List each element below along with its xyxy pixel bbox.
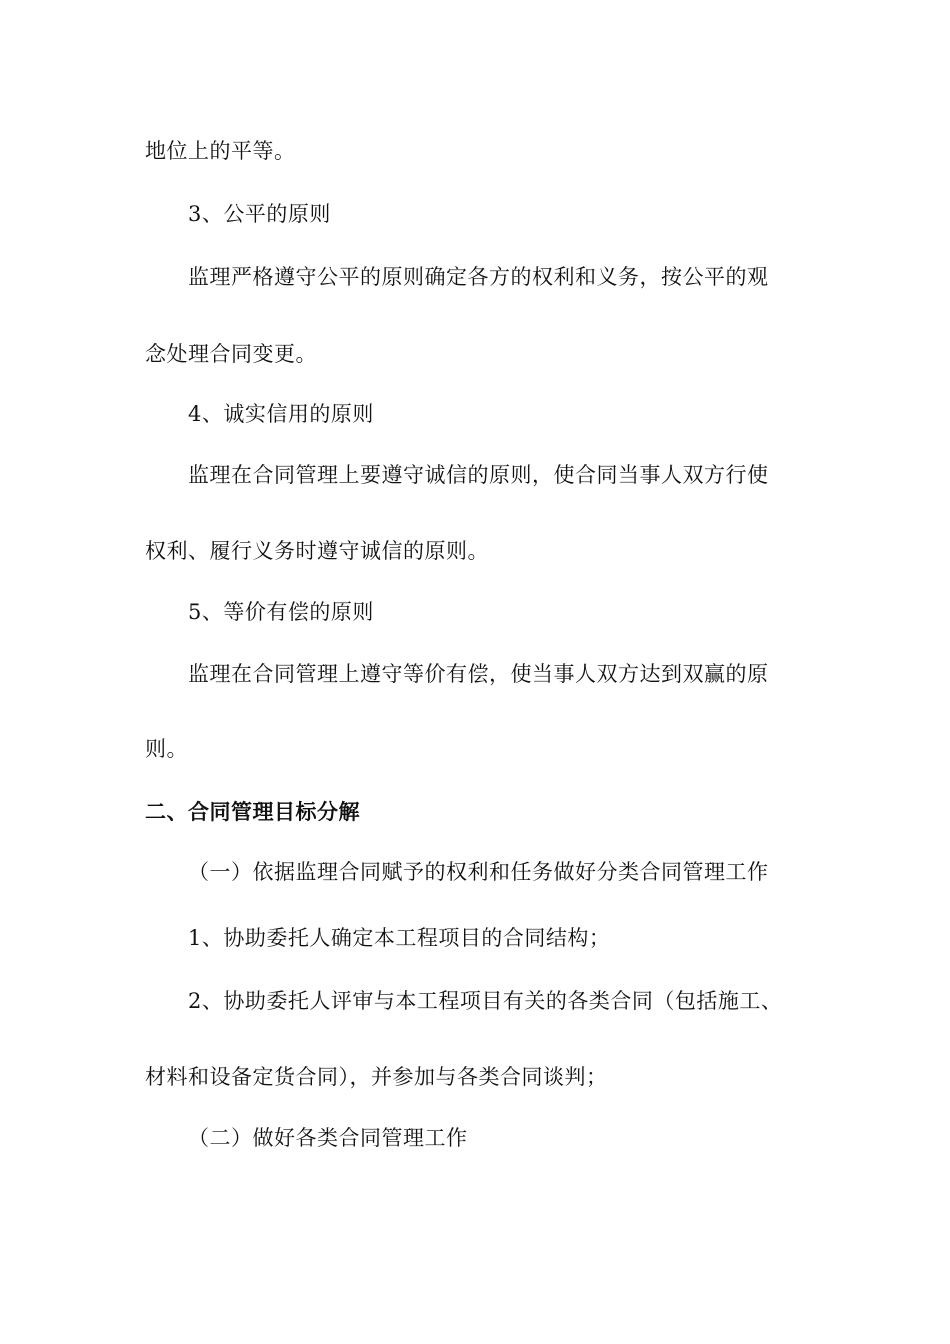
principle-3-text-line-1: 监理严格遵守公平的原则确定各方的权利和义务，按公平的观	[188, 265, 769, 289]
principle-heading-3: 3、公平的原则	[188, 202, 331, 226]
paragraph-continuation: 地位上的平等。	[145, 139, 296, 163]
subsection-heading-1: （一）依据监理合同赋予的权利和任务做好分类合同管理工作	[188, 860, 769, 884]
principle-heading-5: 5、等价有偿的原则	[188, 600, 374, 624]
item-2-line-1: 2、协助委托人评审与本工程项目有关的各类合同（包括施工、	[188, 989, 783, 1013]
subsection-heading-2: （二）做好各类合同管理工作	[188, 1126, 468, 1150]
principle-4-text-line-2: 权利、履行义务时遵守诚信的原则。	[145, 539, 489, 563]
item-2-line-2: 材料和设备定货合同），并参加与各类合同谈判；	[145, 1065, 608, 1089]
principle-5-text-line-2: 则。	[145, 737, 188, 761]
principle-3-text-line-2: 念处理合同变更。	[145, 342, 317, 366]
principle-4-text-line-1: 监理在合同管理上要遵守诚信的原则，使合同当事人双方行使	[188, 463, 769, 487]
principle-heading-4: 4、诚实信用的原则	[188, 402, 374, 426]
item-1: 1、协助委托人确定本工程项目的合同结构；	[188, 926, 611, 950]
section-heading-2: 二、合同管理目标分解	[145, 800, 360, 824]
principle-5-text-line-1: 监理在合同管理上遵守等价有偿，使当事人双方达到双赢的原	[188, 662, 769, 686]
